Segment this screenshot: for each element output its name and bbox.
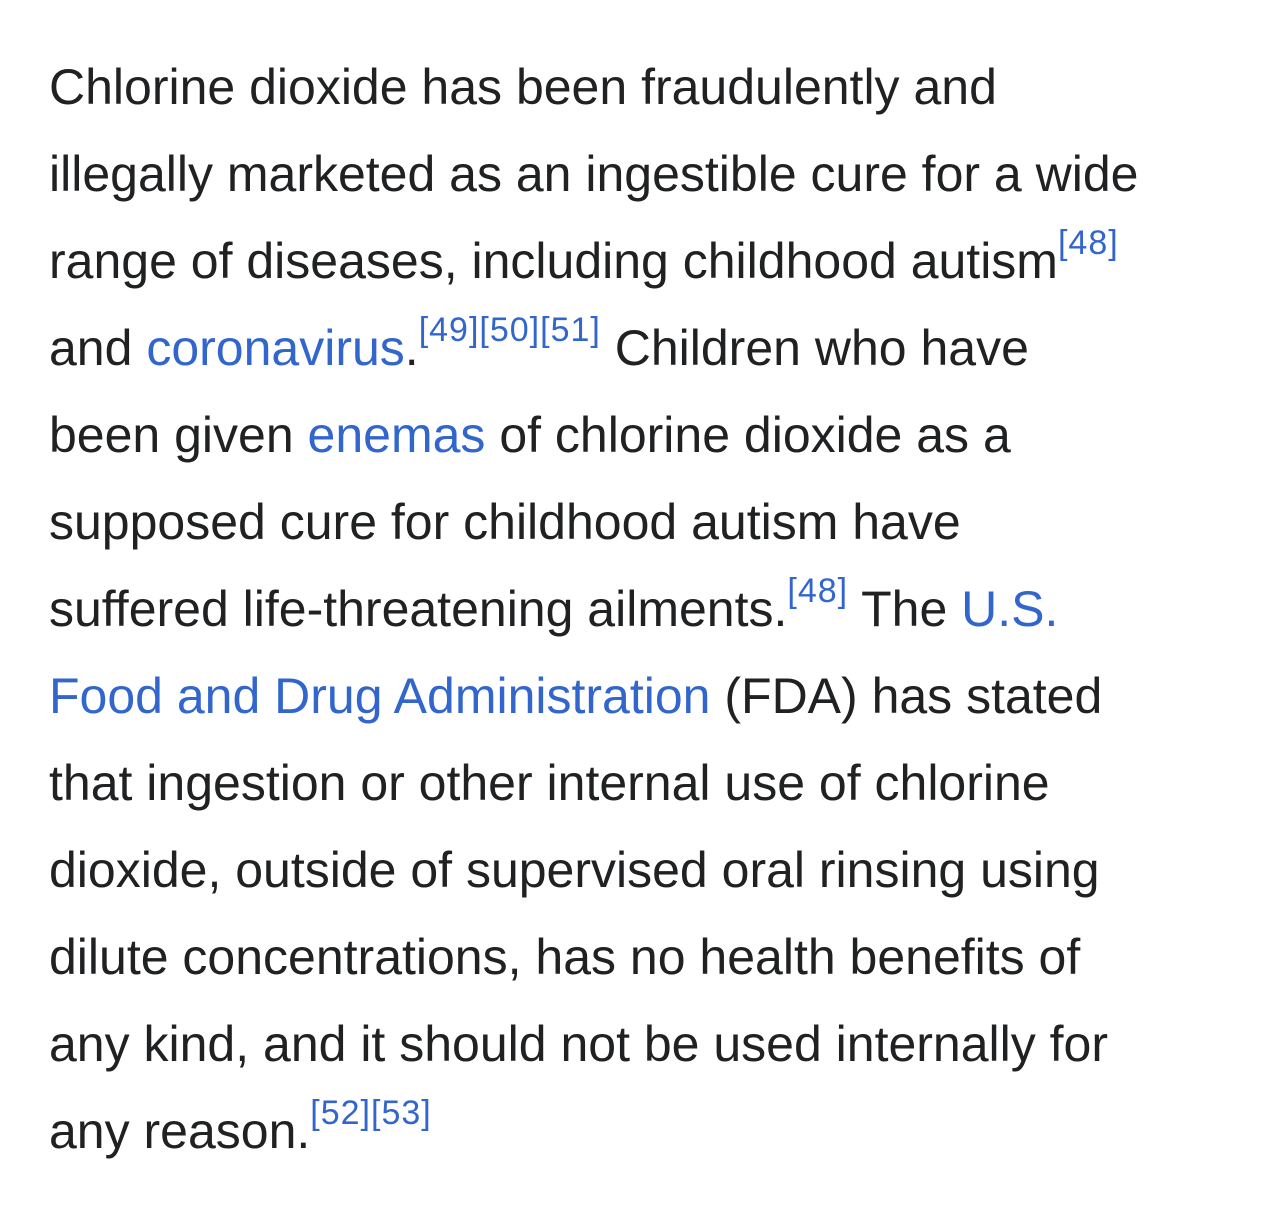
text-span: . (404, 320, 419, 376)
text-span: suffered life-threatening ailments. (49, 581, 788, 637)
text-line (49, 1001, 1249, 1088)
text-line (49, 653, 1249, 740)
citation-ref-52[interactable]: [52] (310, 1094, 371, 1132)
citation-ref-51[interactable]: [51] (540, 311, 601, 349)
text-line (49, 1088, 1249, 1175)
link-coronavirus[interactable]: coronavirus (146, 320, 405, 376)
citation-ref-49[interactable]: [49] (418, 311, 480, 349)
text-line (49, 392, 1249, 479)
text-line (49, 566, 1249, 653)
text-span: range of diseases, including childhood autism (49, 233, 1058, 289)
citation-ref-48[interactable]: [48] (1057, 224, 1119, 262)
text-line (49, 827, 1249, 914)
citation-ref-50[interactable]: [50] (479, 311, 541, 349)
text-span: dioxide, outside of supervised oral rinsing using (49, 842, 1100, 898)
text-span: The (848, 581, 962, 637)
link-fda[interactable]: Food and Drug Administration (49, 668, 711, 724)
text-line (49, 218, 1249, 305)
article-body (49, 44, 1249, 1175)
link-enemas[interactable]: enemas (307, 407, 486, 463)
text-span: any reason. (49, 1103, 311, 1159)
text-span: been given (49, 407, 308, 463)
text-line (49, 44, 1249, 131)
text-span: dilute concentrations, has no health benefits of (49, 929, 1081, 985)
text-line (49, 740, 1249, 827)
paragraph (49, 44, 1249, 1175)
text-line (49, 914, 1249, 1001)
text-span: Chlorine dioxide has been fraudulently and (49, 59, 997, 115)
text-line (49, 131, 1249, 218)
text-span: illegally marketed as an ingestible cure for a wide (49, 146, 1139, 202)
text-span: that ingestion or other internal use of chlorine (49, 755, 1050, 811)
text-line (49, 479, 1249, 566)
citation-ref-48[interactable]: [48] (787, 572, 849, 610)
text-span: supposed cure for childhood autism have (49, 494, 961, 550)
text-span: (FDA) has stated (710, 668, 1103, 724)
text-line (49, 305, 1249, 392)
text-span: of chlorine dioxide as a (485, 407, 1011, 463)
link-fda[interactable]: U.S. (961, 581, 1059, 637)
text-span: and (49, 320, 147, 376)
text-span: any kind, and it should not be used internally for (49, 1016, 1109, 1072)
citation-ref-53[interactable]: [53] (371, 1094, 432, 1132)
text-span: Children who have (600, 320, 1029, 376)
